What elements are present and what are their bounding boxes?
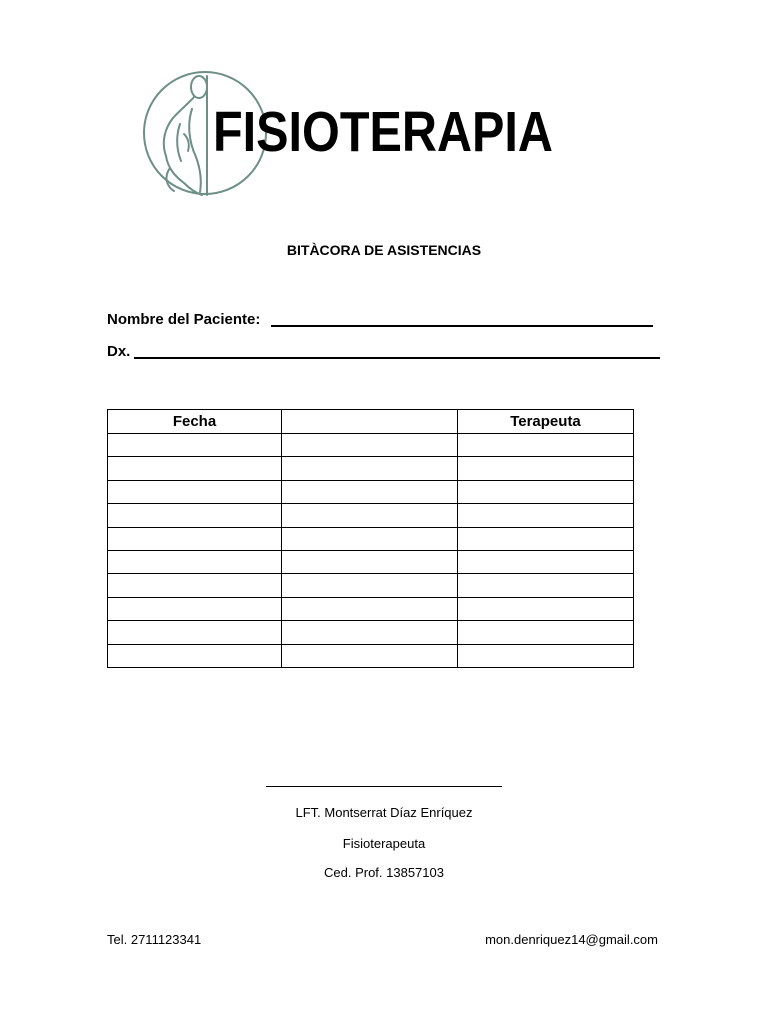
blank-cell — [282, 504, 458, 527]
table-row — [108, 574, 634, 597]
date-cell — [108, 457, 282, 480]
date-cell — [108, 434, 282, 457]
table-row — [108, 457, 634, 480]
therapist-cell — [458, 550, 634, 573]
date-cell — [108, 527, 282, 550]
therapist-cell — [458, 504, 634, 527]
therapist-cell — [458, 621, 634, 644]
logo-inner-arm — [177, 124, 181, 161]
logo-hip — [196, 157, 201, 192]
therapist-cell — [458, 574, 634, 597]
table-row — [108, 621, 634, 644]
blank-cell — [282, 434, 458, 457]
date-cell — [108, 644, 282, 667]
table-header-row — [108, 410, 634, 434]
blank-cell — [282, 644, 458, 667]
date-cell — [108, 480, 282, 503]
footer-phone: Tel. 2711123341 — [107, 932, 202, 947]
date-cell — [108, 504, 282, 527]
therapist-cell — [458, 457, 634, 480]
therapist-name: LFT. Montserrat Díaz Enríquez — [295, 805, 473, 820]
blank-cell — [282, 527, 458, 550]
header-blank — [282, 410, 458, 434]
blank-cell — [282, 457, 458, 480]
therapist-cell — [458, 527, 634, 550]
logo-torso — [189, 109, 196, 157]
blank-cell — [282, 621, 458, 644]
dx-label: Dx. — [107, 343, 131, 360]
blank-cell — [282, 597, 458, 620]
header-terapeuta: Terapeuta — [458, 410, 634, 434]
logo-head — [191, 76, 207, 98]
blank-cell — [282, 480, 458, 503]
therapist-role: Fisioterapeuta — [342, 836, 426, 851]
signature-line — [266, 786, 502, 787]
professional-license: Ced. Prof. 13857103 — [324, 865, 444, 880]
table-row — [108, 550, 634, 573]
table-row — [108, 597, 634, 620]
attendance-table — [107, 409, 634, 668]
logo-arm — [164, 118, 173, 156]
therapist-cell — [458, 480, 634, 503]
table-row — [108, 480, 634, 503]
form-title: BITÀCORA DE ASISTENCIAS — [286, 242, 482, 258]
date-cell — [108, 597, 282, 620]
logo-muscle — [184, 134, 189, 151]
date-cell — [108, 550, 282, 573]
blank-cell — [282, 550, 458, 573]
footer-email: mon.denriquez14@gmail.com — [485, 932, 658, 947]
brand-name: FISIOTERAPIA — [213, 100, 553, 164]
blank-cell — [282, 574, 458, 597]
dx-field — [134, 357, 660, 359]
date-cell — [108, 621, 282, 644]
therapist-cell — [458, 597, 634, 620]
table-row — [108, 644, 634, 667]
header-fecha: Fecha — [108, 410, 282, 434]
therapist-cell — [458, 644, 634, 667]
patient-name-field — [271, 325, 653, 327]
table-body — [108, 434, 634, 668]
date-cell — [108, 574, 282, 597]
patient-name-label: Nombre del Paciente: — [107, 311, 261, 328]
table-row — [108, 527, 634, 550]
table-row — [108, 504, 634, 527]
therapist-cell — [458, 434, 634, 457]
table-row — [108, 434, 634, 457]
